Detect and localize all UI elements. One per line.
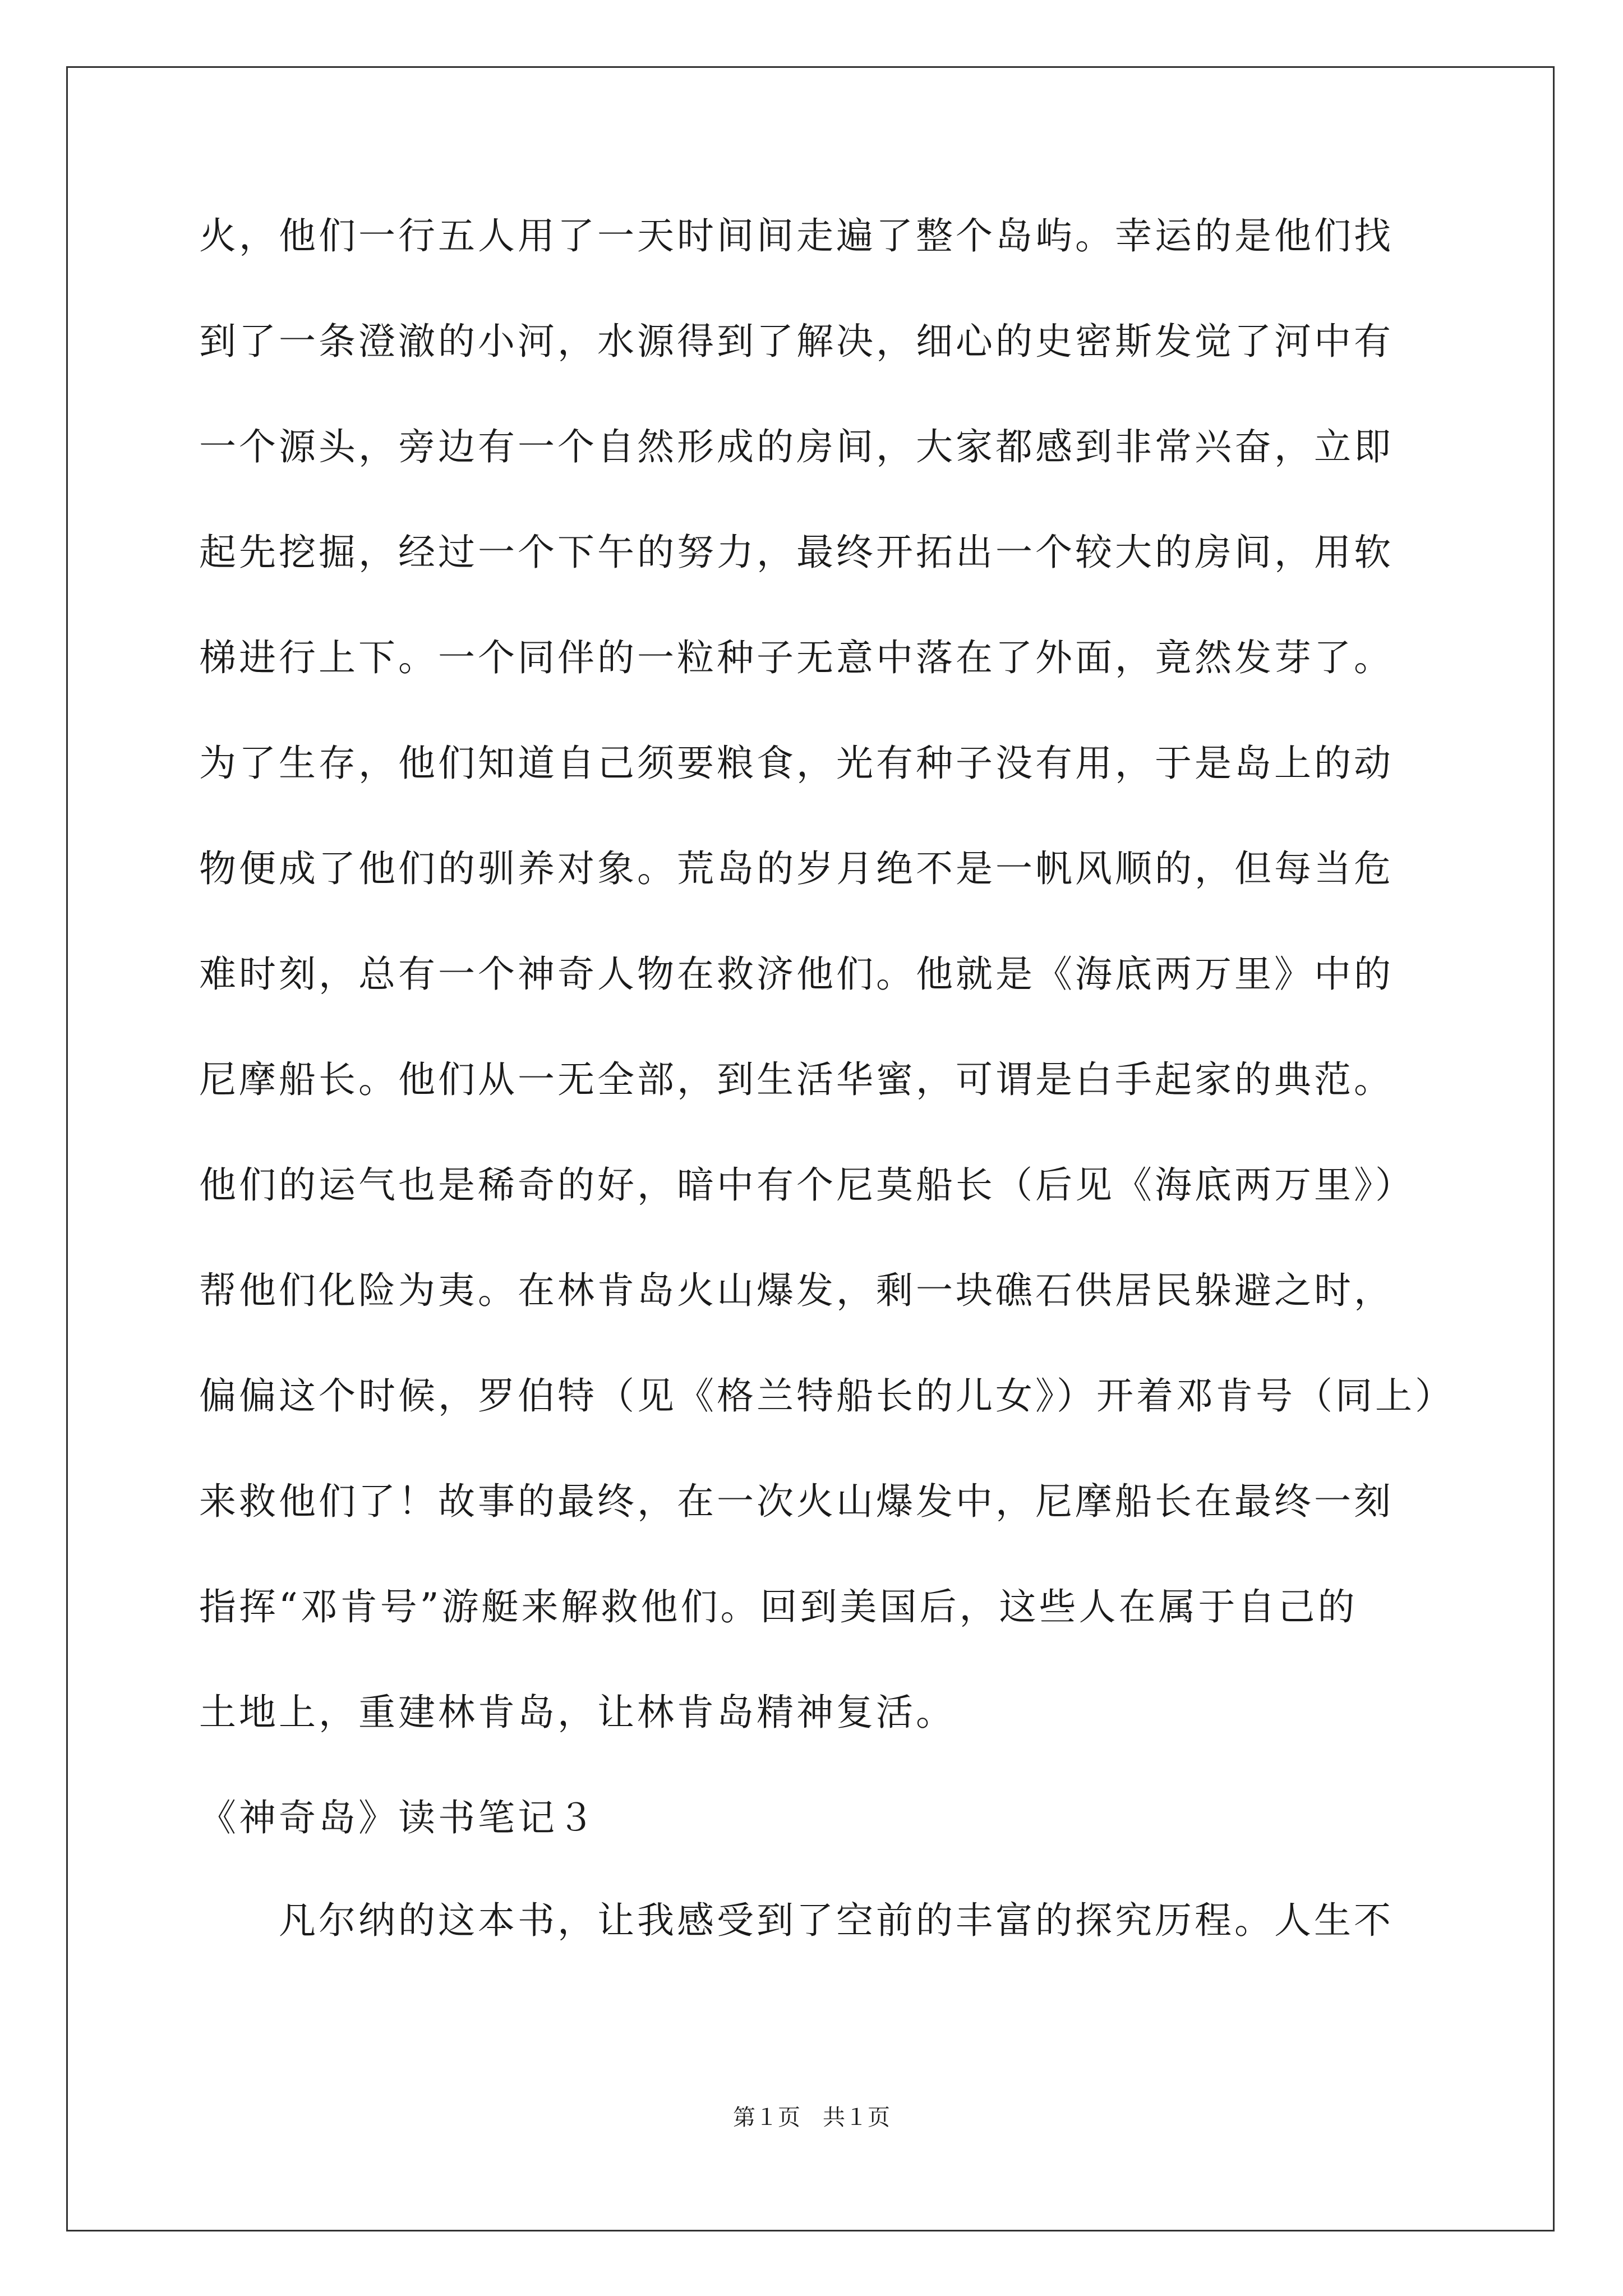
text-line: 火，他们一行五人用了一天时间间走遍了整个岛屿。幸运的是他们找	[199, 214, 1394, 257]
text-line: 起先挖掘，经过一个下午的努力，最终开拓出一个较大的房间，用软	[199, 531, 1394, 574]
text-line: 指挥“邓肯号”游艇来解救他们。回到美国后，这些人在属于自己的	[199, 1585, 1358, 1628]
text-line: 土地上，重建林肯岛，让林肯岛精神复活。	[199, 1691, 956, 1734]
text-line: 偏偏这个时候，罗伯特（见《格兰特船长的儿女》）开着邓肯号（同上）	[199, 1374, 1455, 1418]
paragraph-first-line: 凡尔纳的这本书，让我感受到了空前的丰富的探究历程。人生不	[279, 1899, 1394, 1942]
text-line: 物便成了他们的驯养对象。荒岛的岁月绝不是一帆风顺的，但每当危	[199, 847, 1394, 890]
text-line: 到了一条澄澈的小河，水源得到了解决，细心的史密斯发觉了河中有	[199, 320, 1394, 363]
text-line: 梯进行上下。一个同伴的一粒种子无意中落在了外面，竟然发芽了。	[199, 636, 1394, 679]
text-line: 难时刻，总有一个神奇人物在救济他们。他就是《海底两万里》中的	[199, 953, 1394, 996]
page-footer: 第１页 共１页	[733, 2105, 890, 2131]
text-line: 尼摩船长。他们从一无全部，到生活华蜜，可谓是白手起家的典范。	[199, 1058, 1394, 1101]
text-line: 来救他们了！故事的最终，在一次火山爆发中，尼摩船长在最终一刻	[199, 1480, 1394, 1523]
text-line: 为了生存，他们知道自己须要粮食，光有种子没有用，于是岛上的动	[199, 742, 1394, 785]
section-heading: 《神奇岛》读书笔记３	[199, 1796, 597, 1839]
text-line: 帮他们化险为夷。在林肯岛火山爆发，剩一块礁石供居民躲避之时，	[199, 1269, 1394, 1312]
document-body	[199, 214, 1455, 1942]
text-line: 一个源头，旁边有一个自然形成的房间，大家都感到非常兴奋，立即	[199, 425, 1394, 468]
text-line: 他们的运气也是稀奇的好，暗中有个尼莫船长（后见《海底两万里》）	[199, 1163, 1415, 1207]
